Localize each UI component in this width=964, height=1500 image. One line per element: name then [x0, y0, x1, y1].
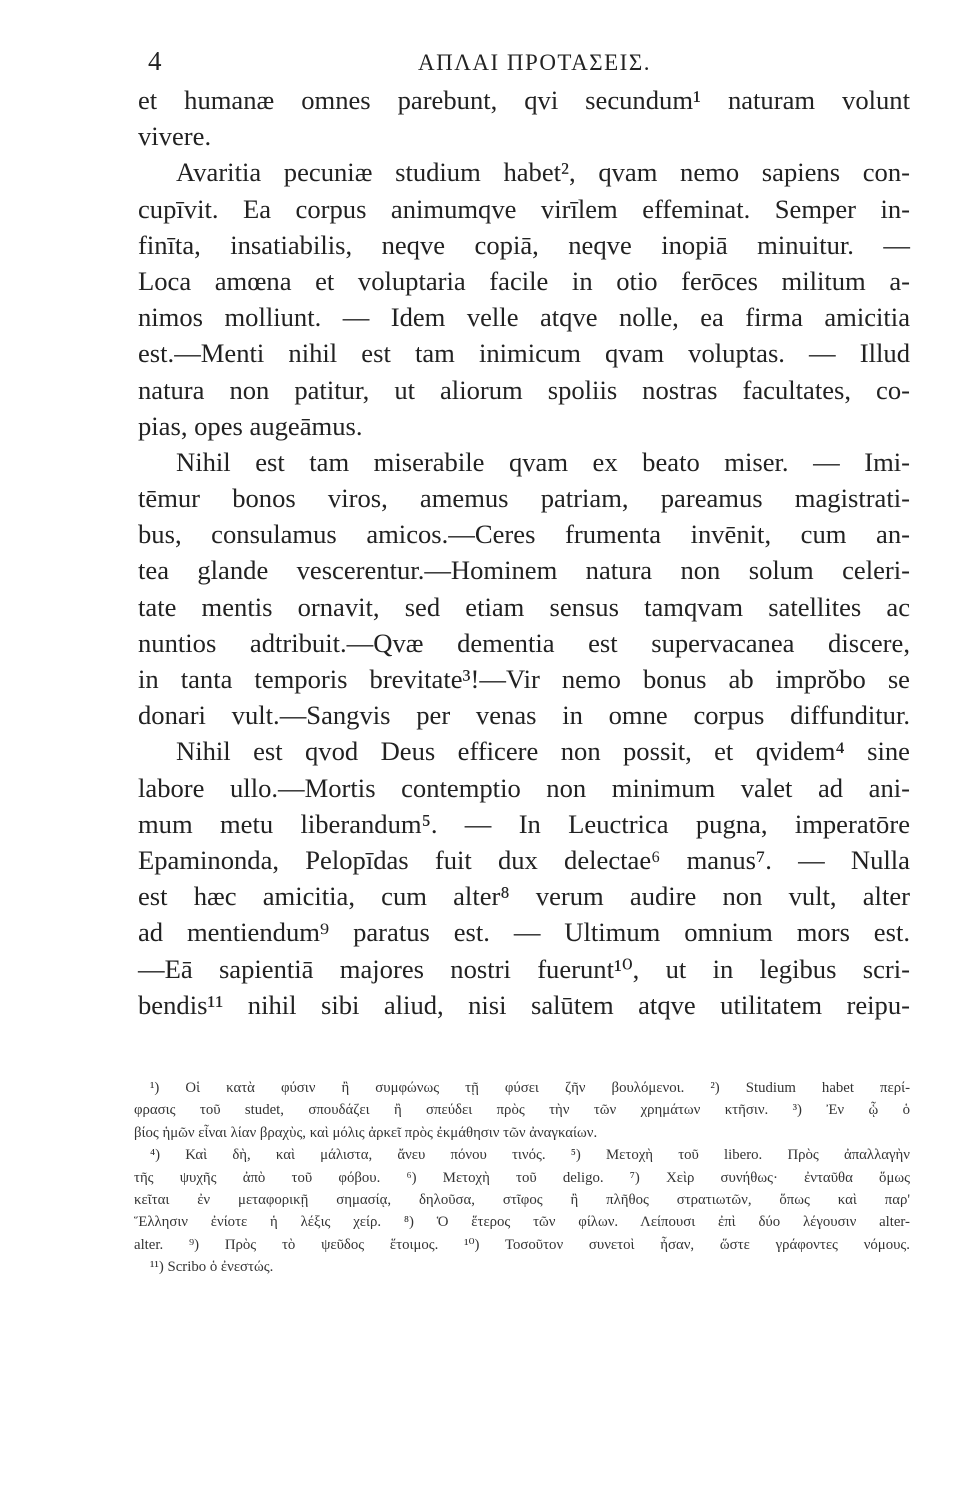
text-line: ad mentiendum⁹ paratus est. — Ultimum omnium mors est. — [138, 917, 910, 948]
text-line: est.—Menti nihil est tam inimicum qvam voluptas. — Illud — [138, 338, 910, 369]
footnote-line: βίος ἡμῶν εἶναι λίαν βραχὺς, καὶ μόλις ἀρκεῖ πρὸς ἐκμάθησιν τῶν ἀναγκαίων. — [134, 1124, 598, 1141]
main-text — [138, 82, 910, 1023]
text-line: et humanæ omnes parebunt, qvi secundum¹ naturam volunt — [138, 85, 910, 115]
footnote-line: ¹¹) Scribo ὁ ἐνεστώς. — [150, 1259, 274, 1276]
footnotes — [134, 1077, 910, 1279]
text-line: Loca amœna et voluptaria facile in otio ferōces militum a- — [138, 265, 910, 296]
text-line: nuntios adtribuit.—Qvæ dementia est supervacanea discere, — [138, 627, 910, 658]
text-line: donari vult.—Sangvis per venas in omne corpus diffunditur. — [138, 700, 910, 731]
footnote-line: τῆς ψυχῆς ἀπὸ τοῦ φόβου. ⁶) Μετοχὴ τοῦ deligo. ⁷) Χεὶρ συνήθως· ἐνταῦθα ὅμως — [134, 1169, 910, 1186]
text-line: Avaritia pecuniæ studium habet², qvam nemo sapiens con- — [176, 157, 910, 188]
footnote-line: φρασις τοῦ studet, σπουδάζει ἢ σπεύδει πρὸς τὴν τῶν χρημάτων κτῆσιν. ³) Ἐν ᾧ ὁ — [134, 1102, 910, 1119]
text-line: labore ullo.—Mortis contemptio non minimum valet ad ani- — [138, 772, 910, 803]
text-line: bus, consulamus amicos.—Ceres frumenta invēnit, cum an- — [138, 519, 910, 550]
footnote-line: Ἕλλησιν ἐνίοτε ἡ λέξις χείρ. ⁸) Ὁ ἕτερος τῶν φίλων. Λείπουσι ἐπὶ δύο λέγουσιν alter- — [134, 1214, 910, 1231]
footnote-line: ¹) Οἱ κατὰ φύσιν ἢ συμφώνως τῇ φύσει ζῆν βουλόμενοι. ²) Studium habet περί- — [150, 1080, 910, 1096]
text-line: finīta, insatiabilis, neqve copiā, neqve inopiā minuitur. — — [138, 229, 910, 260]
text-line: Nihil est qvod Deus efficere non possit, et qvidem⁴ sine — [176, 736, 910, 767]
page-header — [138, 46, 908, 86]
text-line: tea glande vescerentur.—Hominem natura non solum celeri- — [138, 555, 910, 586]
footnote-line: ⁴) Καὶ δὴ, καὶ μάλιστα, ἄνευ πόνου τινός. ⁵) Μετοχὴ τοῦ libero. Πρὸς ἀπαλλαγὴν — [150, 1147, 910, 1164]
text-line: pias, opes augeāmus. — [138, 410, 363, 441]
footnote-line: alter. ⁹) Πρὸς τὸ ψεῦδος ἕτοιμος. ¹⁰) Τοσοῦτον συνετοὶ ἦσαν, ὥστε γράφοντες νόμους. — [134, 1236, 910, 1253]
text-line: tēmur bonos viros, amemus patriam, pareamus magistrati- — [138, 483, 910, 514]
footnote-line: κεῖται ἐν μεταφορικῇ σημασίᾳ, δηλοῦσα, στῖφος ἢ πλῆθος στρατιωτῶν, ὅπως καὶ παρ' — [134, 1191, 910, 1208]
running-title: ΑΠΛΑΙ ΠΡΟΤΑΣΕΙΣ. — [418, 50, 651, 75]
text-line: —Eā sapientiā majores nostri fuerunt¹⁰, ut in legibus scri- — [138, 953, 910, 984]
text-line: vivere. — [138, 121, 212, 152]
page-number: 4 — [148, 46, 162, 76]
text-line: mum metu liberandum⁵. — In Leuctrica pugna, imperatōre — [138, 808, 910, 839]
text-line: Epaminonda, Pelopīdas fuit dux delectae⁶ manus⁷. — Nulla — [138, 844, 910, 875]
text-line: in tanta temporis brevitate³!—Vir nemo bonus ab imprŏbo se — [138, 664, 910, 694]
text-line: natura non patitur, ut aliorum spoliis nostras facultates, co- — [138, 374, 910, 405]
text-line: Nihil est tam miserabile qvam ex beato miser. — Imi- — [176, 446, 910, 477]
text-line: nimos molliunt. — Idem velle atqve nolle, ea firma amicitia — [138, 302, 910, 333]
text-line: est hæc amicitia, cum alter⁸ verum audire non vult, alter — [138, 881, 910, 912]
text-line: cupīvit. Ea corpus animumqve virīlem effeminat. Semper in- — [138, 193, 910, 224]
text-line: bendis¹¹ nihil sibi aliud, nisi salūtem atqve utilitatem reipu- — [138, 989, 910, 1020]
text-line: tate mentis ornavit, sed etiam sensus tamqvam satellites ac — [138, 591, 910, 622]
